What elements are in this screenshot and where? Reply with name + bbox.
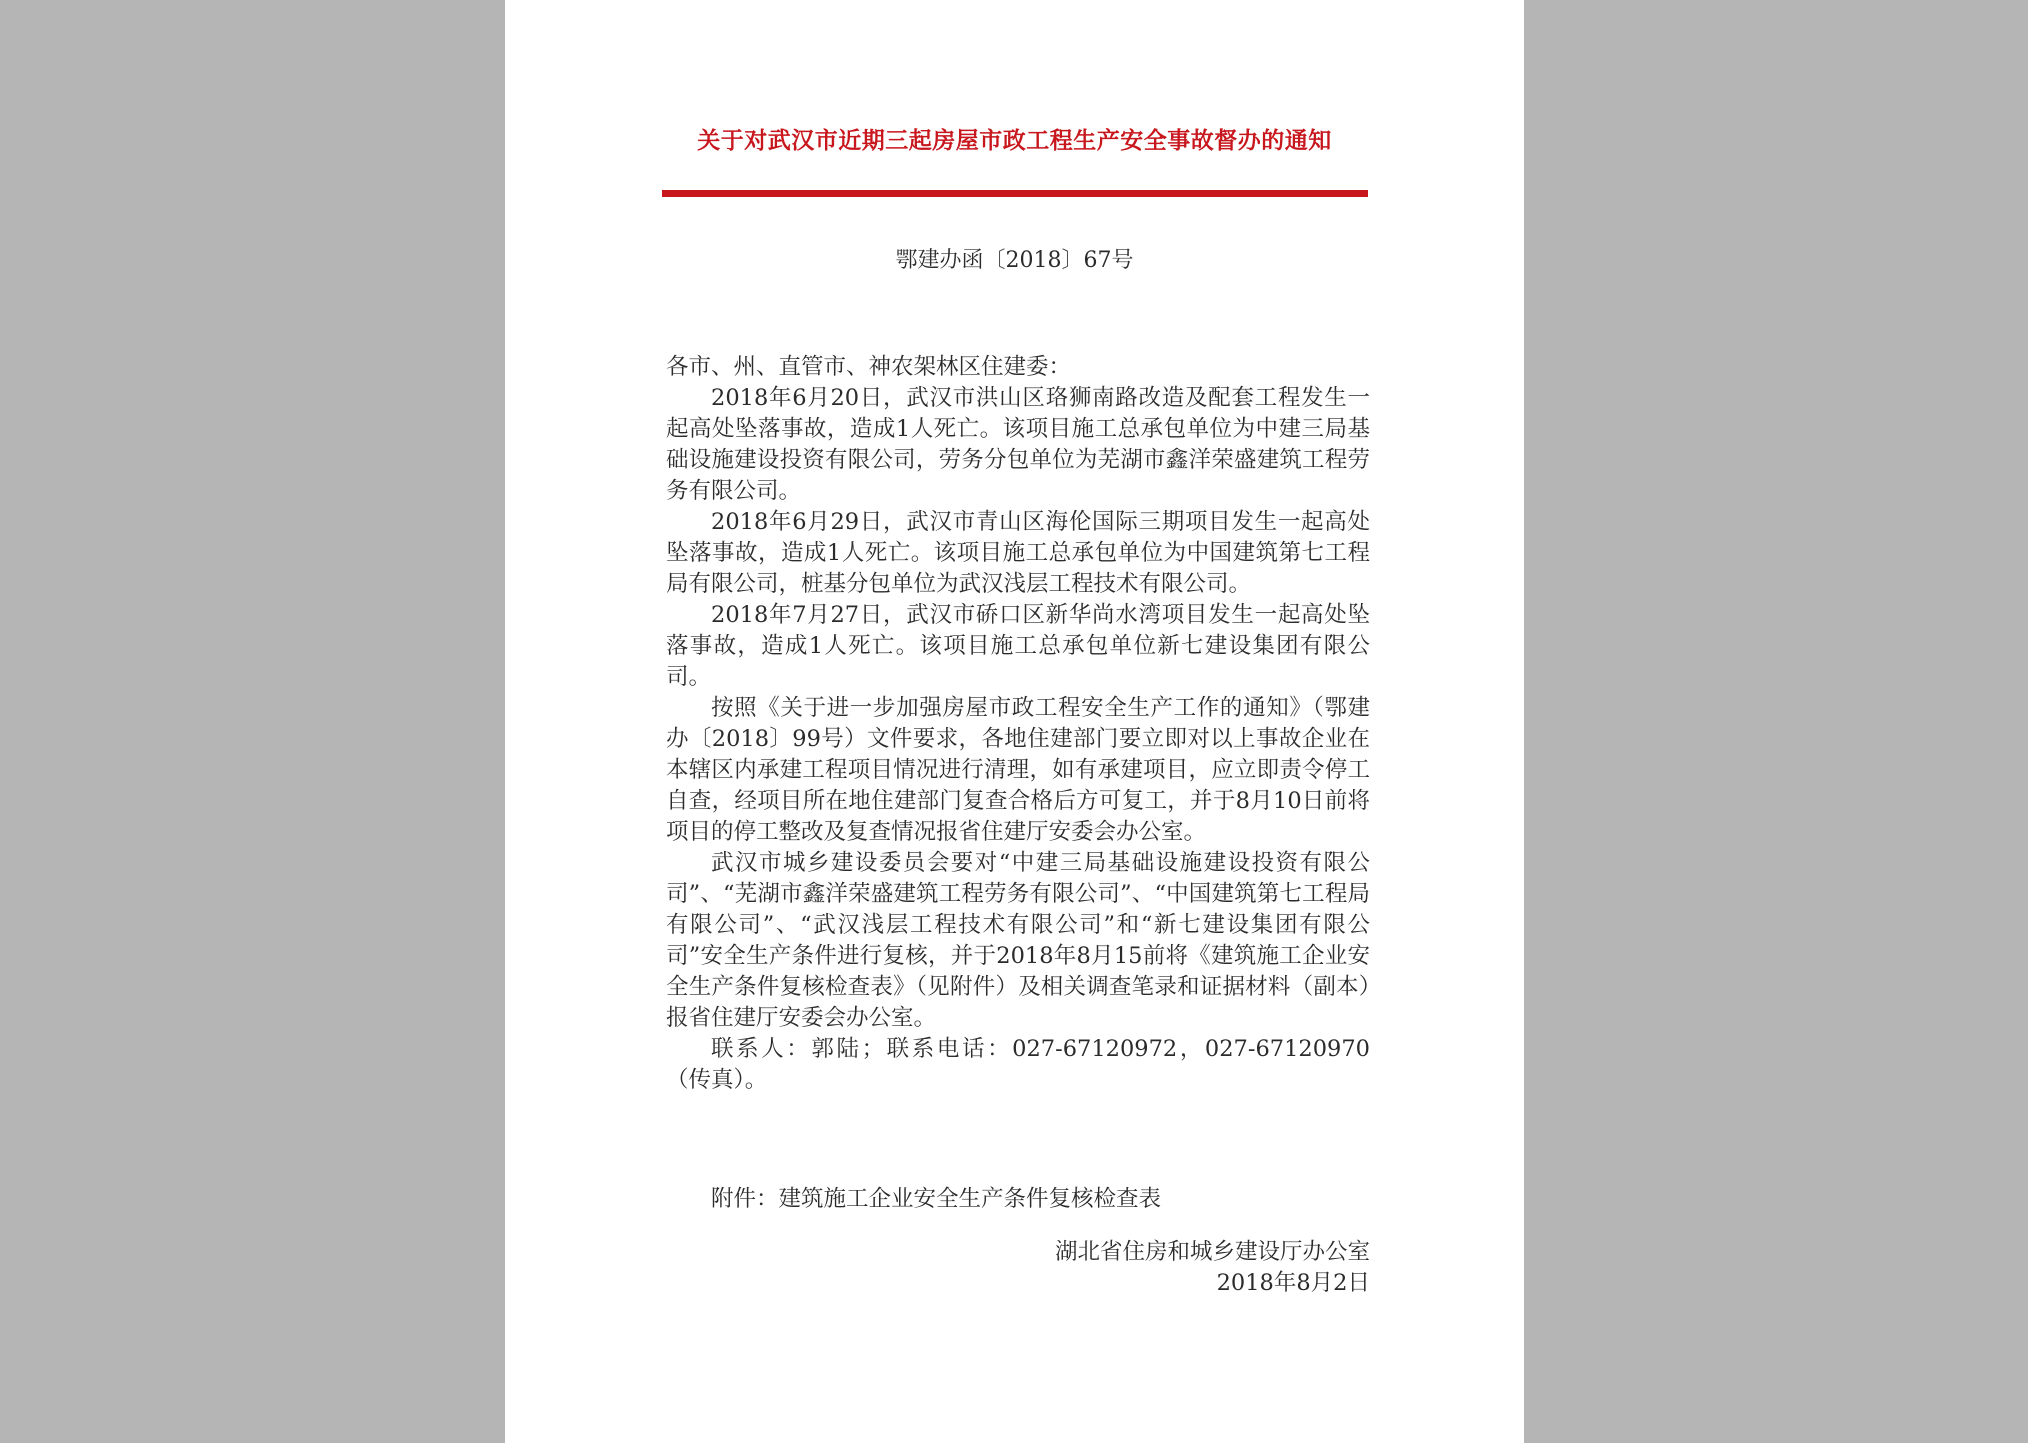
document-title: 关于对武汉市近期三起房屋市政工程生产安全事故督办的通知 xyxy=(697,127,1332,154)
paragraph-requirements: 按照《关于进一步加强房屋市政工程安全生产工作的通知》（鄂建办〔2018〕99号）文件要求，各地住建部门要立即对以上事故企业在本辖区内承建工程项目情况进行清理，如有承建项目，应立即责令停工自查，经项目所在地住建部门复查合格后方可复工，并于8月10日前将项目的停工整改及复查情况报省住建厅安委会办公室。 xyxy=(666,695,1370,845)
document-page xyxy=(505,0,1524,1443)
issue-date: 2018年8月2日 xyxy=(1216,1270,1370,1296)
paragraph-accident-3: 2018年7月27日，武汉市硚口区新华尚水湾项目发生一起高处坠落事故，造成1人死亡。该项目施工总承包单位新七建设集团有限公司。 xyxy=(666,602,1370,690)
document-body xyxy=(666,352,1370,1096)
paragraph-contact: 联系人：郭陆；联系电话：027-67120972，027-67120970（传真）。 xyxy=(666,1036,1370,1093)
signature-block xyxy=(666,1237,1370,1299)
red-header-rule xyxy=(662,190,1368,197)
attachment-line: 附件：建筑施工企业安全生产条件复核检查表 xyxy=(711,1186,1162,1212)
issuer: 湖北省住房和城乡建设厅办公室 xyxy=(1054,1239,1370,1265)
salutation: 各市、州、直管市、神农架林区住建委： xyxy=(666,354,1072,380)
paragraph-review: 武汉市城乡建设委员会要对“中建三局基础设施建设投资有限公司”、“芜湖市鑫洋荣盛建筑工程劳务有限公司”、“中国建筑第七工程局有限公司”、“武汉浅层工程技术有限公司”和“新七建设集团有限公司”安全生产条件进行复核，并于2018年8月15前将《建筑施工企业安全生产条件复核检查表》（见附件）及相关调查笔录和证据材料（副本）报省住建厅安委会办公室。 xyxy=(666,850,1370,1031)
paragraph-accident-2: 2018年6月29日，武汉市青山区海伦国际三期项目发生一起高处坠落事故，造成1人死亡。该项目施工总承包单位为中国建筑第七工程局有限公司，桩基分包单位为武汉浅层工程技术有限公司。 xyxy=(666,509,1370,597)
document-number: 鄂建办函〔2018〕67号 xyxy=(895,248,1134,273)
paragraph-accident-1: 2018年6月20日，武汉市洪山区珞狮南路改造及配套工程发生一起高处坠落事故，造成1人死亡。该项目施工总承包单位为中建三局基础设施建设投资有限公司，劳务分包单位为芜湖市鑫洋荣盛建筑工程劳务有限公司。 xyxy=(666,385,1370,504)
